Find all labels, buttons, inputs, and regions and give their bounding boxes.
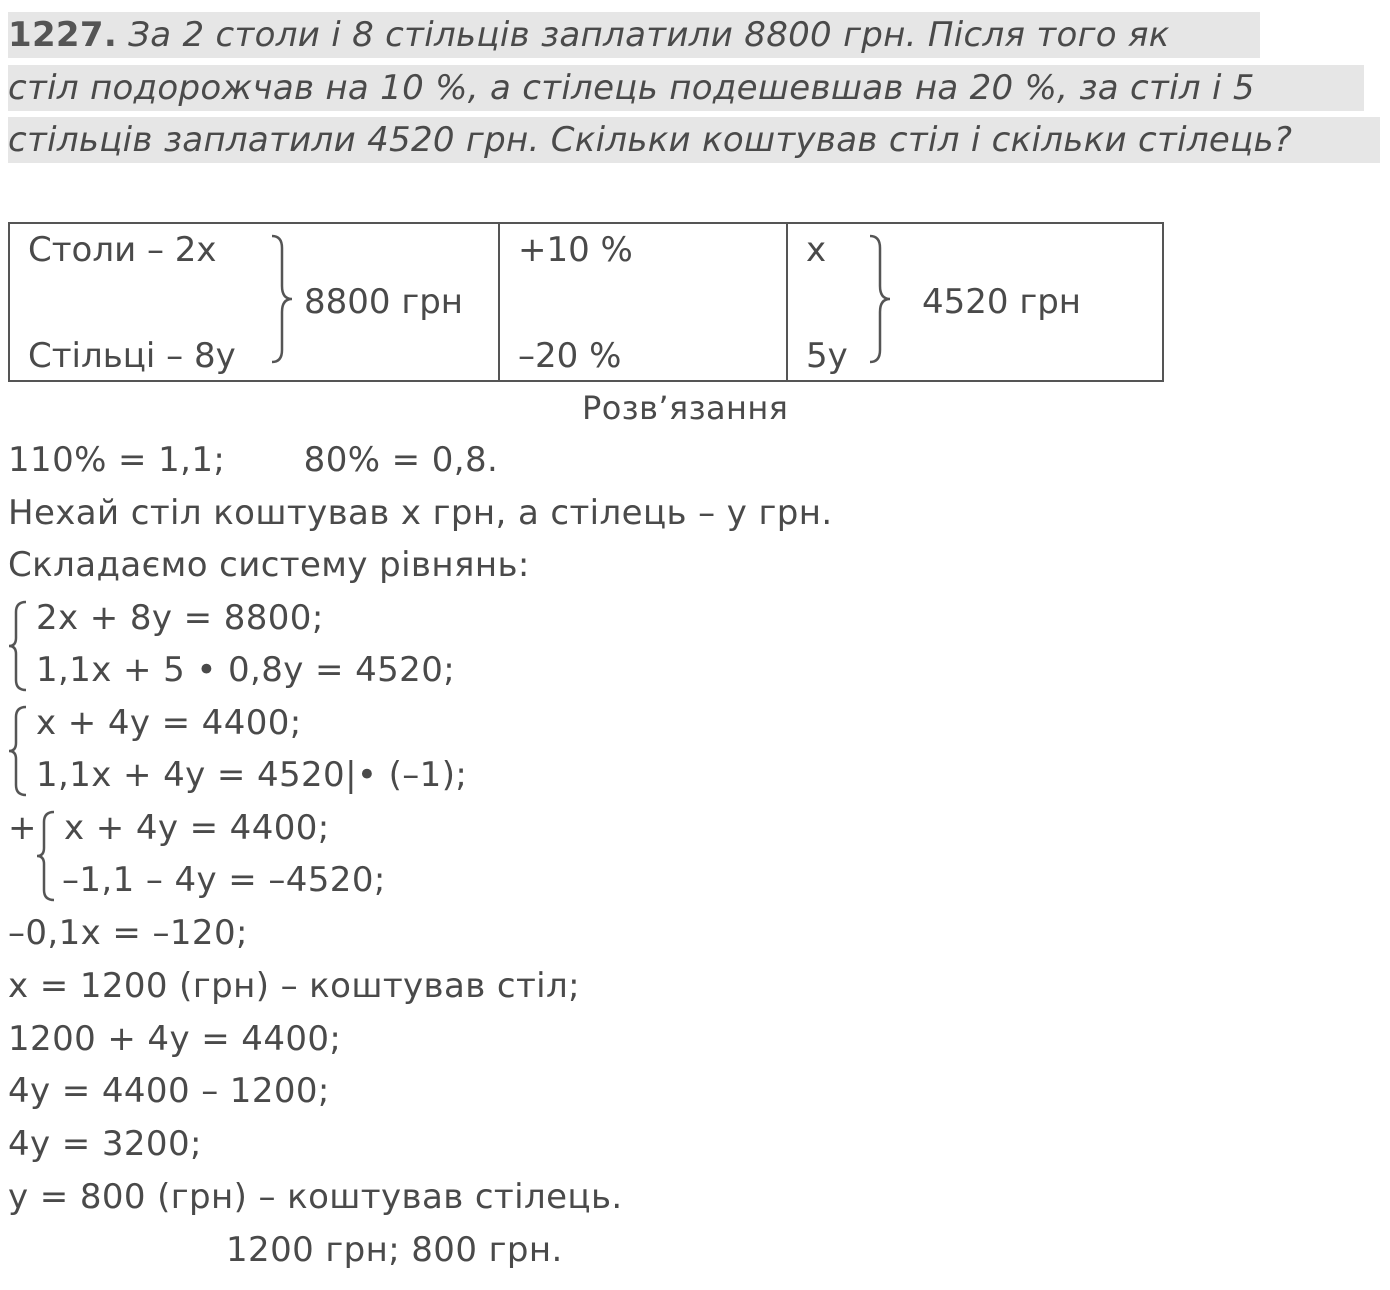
answer: 1200 грн; 800 грн. (226, 1230, 563, 1270)
condition-table (8, 222, 1164, 382)
table-divider (786, 224, 788, 380)
problem-line-2 (8, 65, 1364, 111)
solution-line: 4y = 3200; (8, 1124, 202, 1164)
system-equation: 2x + 8y = 8800; (36, 598, 324, 638)
increase-cell: +10 % (518, 230, 633, 270)
sum-cell-2: 4520 грн (922, 282, 1082, 322)
plus-sign: + (8, 808, 37, 848)
left-brace-icon (34, 810, 60, 902)
problem-text-1: За 2 столи і 8 стільців заплатили 8800 грн. Після того як (128, 15, 1170, 55)
problem-text-2: стіл подорожчав на 10 %, а стілець подешевшав на 20 %, за стіл і 5 (8, 68, 1255, 108)
table-divider (498, 224, 500, 380)
solution-line: y = 800 (грн) – коштував стілець. (8, 1177, 623, 1217)
system-equation: x + 4y = 4400; (64, 808, 330, 848)
solution-line: 4y = 4400 – 1200; (8, 1071, 330, 1111)
solution-line: –0,1x = –120; (8, 913, 248, 953)
problem-text-3: стільців заплатили 4520 грн. Скільки коштував стіл і скільки стілець? (8, 120, 1293, 160)
left-brace-icon (6, 600, 32, 692)
system-equation: 1,1x + 4y = 4520|• (–1); (36, 755, 468, 795)
problem-line-3 (8, 117, 1380, 163)
five-y-cell: 5y (806, 336, 848, 376)
right-brace-icon (866, 234, 896, 364)
solution-line: Складаємо систему рівнянь: (8, 545, 530, 585)
solution-title: Розв’язання (582, 389, 789, 427)
system-equation: x + 4y = 4400; (36, 703, 302, 743)
solution-line: 110% = 1,1; 80% = 0,8. (8, 440, 499, 480)
right-brace-icon (268, 234, 298, 364)
decrease-cell: –20 % (518, 336, 622, 376)
solution-line: x = 1200 (грн) – коштував стіл; (8, 966, 581, 1006)
problem-line-1 (8, 12, 1260, 58)
solution-line: Нехай стіл коштував x грн, а стілець – y грн. (8, 493, 833, 533)
system-equation: –1,1 – 4y = –4520; (62, 860, 386, 900)
x-cell: x (806, 230, 827, 270)
left-brace-icon (6, 705, 32, 797)
tables-cell: Столи – 2x (28, 230, 217, 270)
sum-cell-1: 8800 грн (304, 282, 464, 322)
problem-number: 1227. (8, 15, 118, 55)
chairs-cell: Стільці – 8y (28, 336, 236, 376)
system-equation: 1,1x + 5 • 0,8y = 4520; (36, 650, 456, 690)
solution-line: 1200 + 4y = 4400; (8, 1019, 342, 1059)
